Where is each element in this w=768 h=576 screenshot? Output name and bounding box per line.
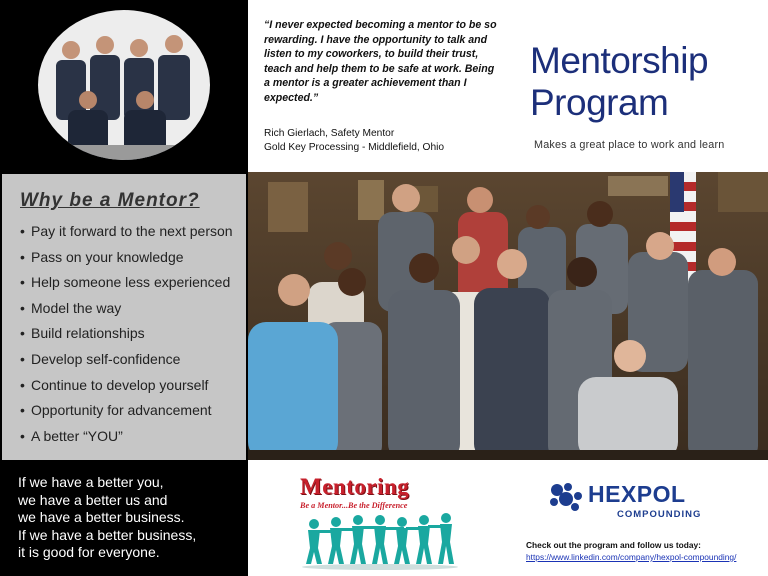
list-item: • Opportunity for advancement <box>20 398 246 424</box>
team-photo-panel <box>0 0 248 172</box>
closing-line-5: it is good for everyone. <box>18 544 160 561</box>
mentoring-logo <box>248 460 510 576</box>
title-line-1: Mentorship <box>530 40 709 81</box>
bullet-icon: • <box>20 427 25 444</box>
hexpol-panel <box>510 460 768 576</box>
quote-panel <box>248 0 510 172</box>
bullet-icon: • <box>20 274 25 291</box>
bullet-icon: • <box>20 325 25 342</box>
bullet-icon: • <box>20 402 25 419</box>
closing-panel <box>0 460 248 576</box>
list-item: • Pay it forward to the next person <box>20 219 246 245</box>
follow-cta: Check out the program and follow us today: <box>526 540 701 550</box>
title-line-2: Program <box>530 82 669 123</box>
hexpol-name: HEXPOL <box>588 481 686 507</box>
list-item: • Continue to develop yourself <box>20 373 246 399</box>
mentors-oval-photo <box>38 10 210 160</box>
closing-line-4: If we have a better business, <box>18 526 197 543</box>
list-item: • A better “YOU” <box>20 424 246 450</box>
closing-line-2: we have a better us and <box>18 491 168 508</box>
bullet-icon: • <box>20 248 25 265</box>
linkedin-link[interactable]: https://www.linkedin.com/company/hexpol-compounding/ <box>526 552 737 562</box>
hexpol-compounding: COMPOUNDING <box>617 509 702 520</box>
list-item: • Model the way <box>20 296 246 322</box>
closing-line-3: we have a better business. <box>18 509 185 526</box>
list-item: • Pass on your knowledge <box>20 245 246 271</box>
why-heading: Why be a Mentor? <box>20 190 200 211</box>
closing-line-1: If we have a better you, <box>18 474 164 490</box>
group-photo <box>248 172 768 460</box>
why-panel <box>0 172 248 460</box>
people-chain-icon <box>300 508 460 570</box>
tagline: Makes a great place to work and learn <box>534 139 725 151</box>
page-title <box>530 40 708 124</box>
title-panel <box>510 0 768 172</box>
bullet-icon: • <box>20 223 25 239</box>
quote-author: Rich Gierlach, Safety Mentor <box>264 127 395 139</box>
mentor-quote: “I never expected becoming a mentor to be so rewarding. I have the opportunity to talk and listen to my coworkers, to build their trust, teach and help them to be safe at work. Being a mentor is a greater achievement than I expected.” <box>264 19 497 104</box>
list-item: • Develop self-confidence <box>20 347 246 373</box>
reasons-list <box>20 219 246 449</box>
list-item: • Build relationships <box>20 321 246 347</box>
mentoring-logo-subtitle: Be a Mentor...Be the Difference <box>300 501 408 510</box>
bullet-icon: • <box>20 299 25 316</box>
mentoring-logo-title: Mentoring <box>300 474 410 499</box>
bullet-icon: • <box>20 376 25 393</box>
hexpol-logo-icon <box>548 482 586 512</box>
list-item: • Help someone less experienced <box>20 270 246 296</box>
bullet-icon: • <box>20 350 25 367</box>
group-photo-illustration <box>248 172 768 460</box>
quote-company: Gold Key Processing - Middlefield, Ohio <box>264 141 445 153</box>
